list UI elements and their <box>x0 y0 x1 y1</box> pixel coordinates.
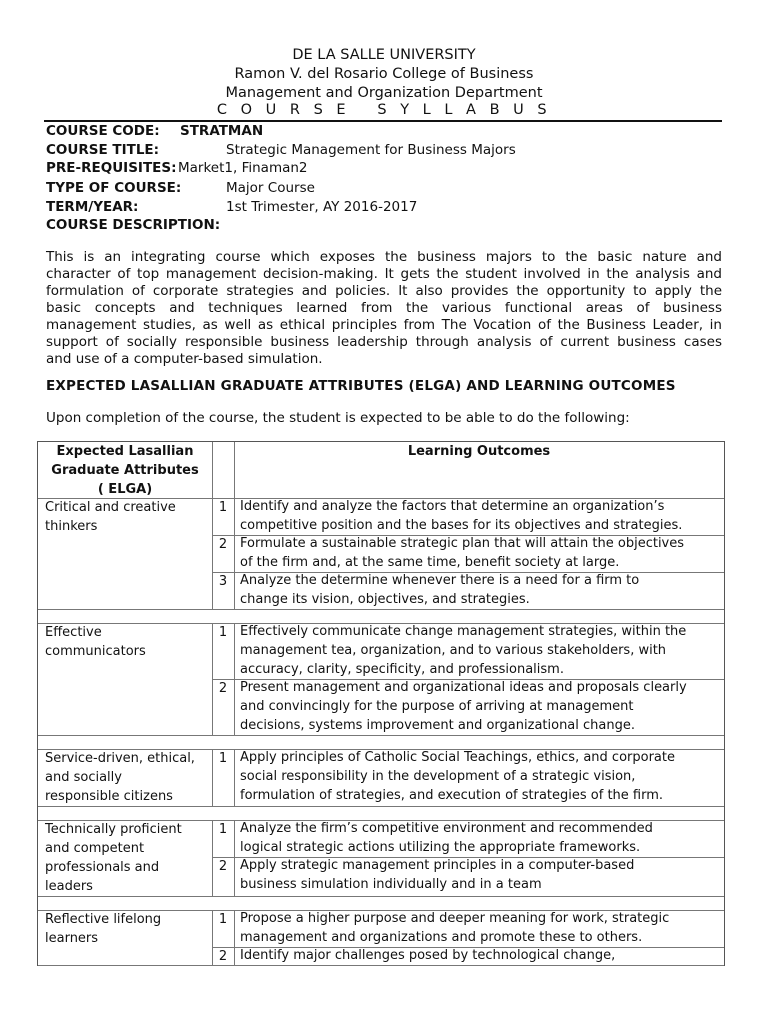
outcome-number: 1 <box>218 751 228 766</box>
column-divider <box>234 623 235 735</box>
outcome-text: Apply principles of Catholic Social Teachings, ethics, and corporate <box>240 750 675 765</box>
elga-table <box>37 441 725 966</box>
column-divider <box>212 442 213 498</box>
row-divider <box>38 735 724 736</box>
outcome-text: management tea, organization, and to various stakeholders, with <box>240 643 667 658</box>
meta-value: Strategic Management for Business Majors <box>226 142 516 158</box>
attribute-text: professionals and <box>45 860 160 875</box>
outcome-text: Identify major challenges posed by technological change, <box>240 948 616 963</box>
outcome-number: 2 <box>218 537 228 552</box>
column-divider <box>234 442 235 498</box>
meta-row <box>46 198 418 216</box>
column-divider <box>234 749 235 806</box>
meta-value: 1st Trimester, AY 2016-2017 <box>226 199 418 215</box>
description-line: management studies, as well as ethical principles from The Vocation of the Business Leader, in <box>46 317 722 333</box>
meta-label: COURSE CODE: <box>46 123 160 139</box>
outcome-text: Present management and organizational ideas and proposals clearly <box>240 680 687 695</box>
attribute-text: and competent <box>45 841 145 856</box>
outcome-text: Identify and analyze the factors that determine an organization’s <box>240 499 665 514</box>
outcome-text: change its vision, objectives, and strategies. <box>240 592 530 607</box>
description-line: This is an integrating course which exposes the business majors to the basic nature and <box>46 249 722 265</box>
column-divider <box>234 498 235 609</box>
department-name: Management and Organization Department <box>225 85 543 101</box>
meta-row <box>46 122 264 140</box>
meta-row <box>46 216 220 234</box>
outcome-text: Propose a higher purpose and deeper meaning for work, strategic <box>240 911 670 926</box>
outcome-number: 1 <box>218 912 228 927</box>
meta-value: Market1, Finaman2 <box>178 160 308 176</box>
college-name: Ramon V. del Rosario College of Business <box>234 66 534 82</box>
column-divider <box>212 623 213 735</box>
meta-value: Major Course <box>226 180 315 196</box>
outcome-text: Effectively communicate change management strategies, within the <box>240 624 687 639</box>
column-divider <box>212 820 213 896</box>
header-attribute-label: ( ELGA) <box>97 482 153 497</box>
attribute-text: communicators <box>45 644 146 659</box>
outcome-text: social responsibility in the development of a strategic vision, <box>240 769 636 784</box>
outcome-text: of the firm and, at the same time, benefit society at large. <box>240 555 620 570</box>
attribute-text: thinkers <box>45 519 98 534</box>
meta-label: TERM/YEAR: <box>46 199 139 215</box>
column-divider <box>234 820 235 896</box>
document-type-text: C O U R S E S Y L L A B U S <box>216 102 552 118</box>
header-outcomes-label: Learning Outcomes <box>407 444 551 459</box>
attribute-text: and socially <box>45 770 122 785</box>
outcome-text: Analyze the determine whenever there is a need for a firm to <box>240 573 640 588</box>
outcome-text: competitive position and the bases for its objectives and strategies. <box>240 518 683 533</box>
meta-label: COURSE TITLE: <box>46 142 160 158</box>
outcome-text: business simulation individually and in a team <box>240 877 542 892</box>
course-description <box>46 249 722 368</box>
outcome-text: Formulate a sustainable strategic plan that will attain the objectives <box>240 536 685 551</box>
meta-label: PRE-REQUISITES: <box>46 160 177 176</box>
outcome-number: 2 <box>218 681 228 696</box>
attribute-text: Reflective lifelong <box>45 912 162 927</box>
row-divider <box>38 806 724 807</box>
description-line: character of top management decision-making. It gets the student involved in the analysis and <box>46 266 722 282</box>
outcome-number: 1 <box>218 822 228 837</box>
meta-row <box>46 141 516 159</box>
description-line: basic concepts and techniques learned from the various functional areas of business <box>46 300 722 316</box>
intro-text: Upon completion of the course, the student is expected to be able to do the following: <box>46 410 630 426</box>
meta-value: STRATMAN <box>180 123 264 139</box>
column-divider <box>212 498 213 609</box>
document-type <box>0 101 768 120</box>
outcome-text: and convincingly for the purpose of arriving at management <box>240 699 634 714</box>
meta-label: TYPE OF COURSE: <box>46 180 182 196</box>
outcome-text: Apply strategic management principles in a computer-based <box>240 858 635 873</box>
outcome-text: logical strategic actions utilizing the appropriate frameworks. <box>240 840 641 855</box>
outcome-number: 3 <box>218 574 228 589</box>
column-divider <box>212 749 213 806</box>
university-name: DE LA SALLE UNIVERSITY <box>292 47 476 63</box>
row-divider <box>38 896 724 897</box>
outcome-text: Analyze the firm’s competitive environment and recommended <box>240 821 653 836</box>
header-attribute-label: Expected Lasallian <box>56 444 194 459</box>
section-heading: EXPECTED LASALLIAN GRADUATE ATTRIBUTES (ELGA) AND LEARNING OUTCOMES <box>46 378 676 394</box>
meta-label: COURSE DESCRIPTION: <box>46 217 221 233</box>
header-attribute-label: Graduate Attributes <box>51 463 199 478</box>
meta-row <box>46 159 308 177</box>
meta-row <box>46 179 315 197</box>
outcome-number: 1 <box>218 625 228 640</box>
outcome-number: 1 <box>218 500 228 515</box>
outcome-text: management and organizations and promote these to others. <box>240 930 643 945</box>
outcome-text: formulation of strategies, and execution of strategies of the firm. <box>240 788 664 803</box>
outcome-number: 2 <box>218 859 228 874</box>
column-divider <box>212 910 213 965</box>
description-line: and use of a computer-based simulation. <box>46 351 323 367</box>
row-divider <box>38 609 724 610</box>
attribute-text: Critical and creative <box>45 500 176 515</box>
outcome-number: 2 <box>218 949 228 964</box>
row-divider <box>38 965 724 966</box>
outcome-text: decisions, systems improvement and organizational change. <box>240 718 635 733</box>
attribute-text: leaders <box>45 879 93 894</box>
column-divider <box>234 910 235 965</box>
description-line: support of socially responsible business leadership through analysis of current business cases <box>46 334 722 350</box>
attribute-text: Effective <box>45 625 102 640</box>
attribute-text: learners <box>45 931 99 946</box>
attribute-text: Service-driven, ethical, <box>45 751 195 766</box>
attribute-text: Technically proficient <box>45 822 182 837</box>
description-line: formulation of corporate strategies and policies. It also provides the opportunity to apply the <box>46 283 722 299</box>
outcome-text: accuracy, clarity, specificity, and professionalism. <box>240 662 564 677</box>
attribute-text: responsible citizens <box>45 789 173 804</box>
